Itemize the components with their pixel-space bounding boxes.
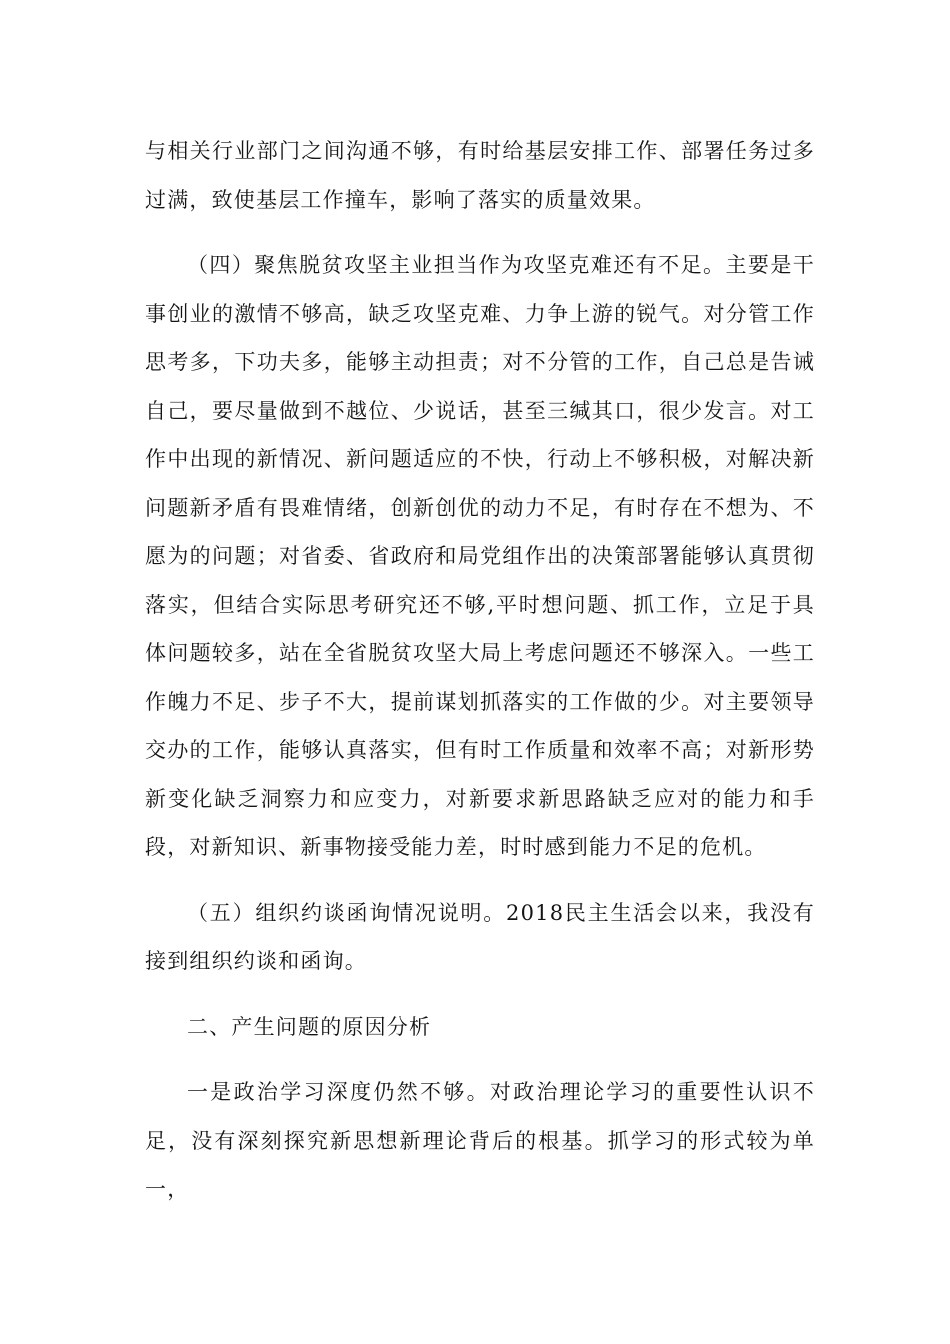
section-heading-cause-analysis: 二、产生问题的原因分析 (187, 1014, 432, 1039)
paragraph-section-four: （四）聚焦脱贫攻坚主业担当作为攻坚克难还有不足。主要是干事创业的激情不够高，缺乏攻坚克难、力争上游的锐气。对分管工作思考多，下功夫多，能够主动担责；对不分管的工作，自己总是告诫自己，要尽量做到不越位、少说话，甚至三缄其口，很少发言。对工作中出现的新情况、新问题适应的不快，行动上不够积极，对解决新问题新矛盾有畏难情绪，创新创优的动力不足，有时存在不想为、不愿为的问题；对省委、省政府和局党组作出的决策部署能够认真贯彻落实，但结合实际思考研究还不够,平时想问题、抓工作，立足于具体问题较多，站在全省脱贫攻坚大局上考虑问题还不够深入。一些工作魄力不足、步子不大，提前谋划抓落实的工作做的少。对主要领导交办的工作，能够认真落实，但有时工作质量和效率不高；对新形势新变化缺乏洞察力和应变力，对新要求新思路缺乏应对的能力和手段，对新知识、新事物接受能力差，时时感到能力不足的危机。 (145, 253, 815, 859)
paragraph-section-five: （五）组织约谈函询情况说明。2018民主生活会以来，我没有接到组织约谈和函询。 (145, 900, 815, 973)
document-body (145, 127, 815, 1214)
paragraph-continuation: 与相关行业部门之间沟通不够，有时给基层安排工作、部署任务过多过满，致使基层工作撞车，影响了落实的质量效果。 (145, 139, 815, 212)
paragraph-cause-one: 一是政治学习深度仍然不够。对政治理论学习的重要性认识不足，没有深刻探究新思想新理论背后的根基。抓学习的形式较为单一， (145, 1080, 815, 1201)
